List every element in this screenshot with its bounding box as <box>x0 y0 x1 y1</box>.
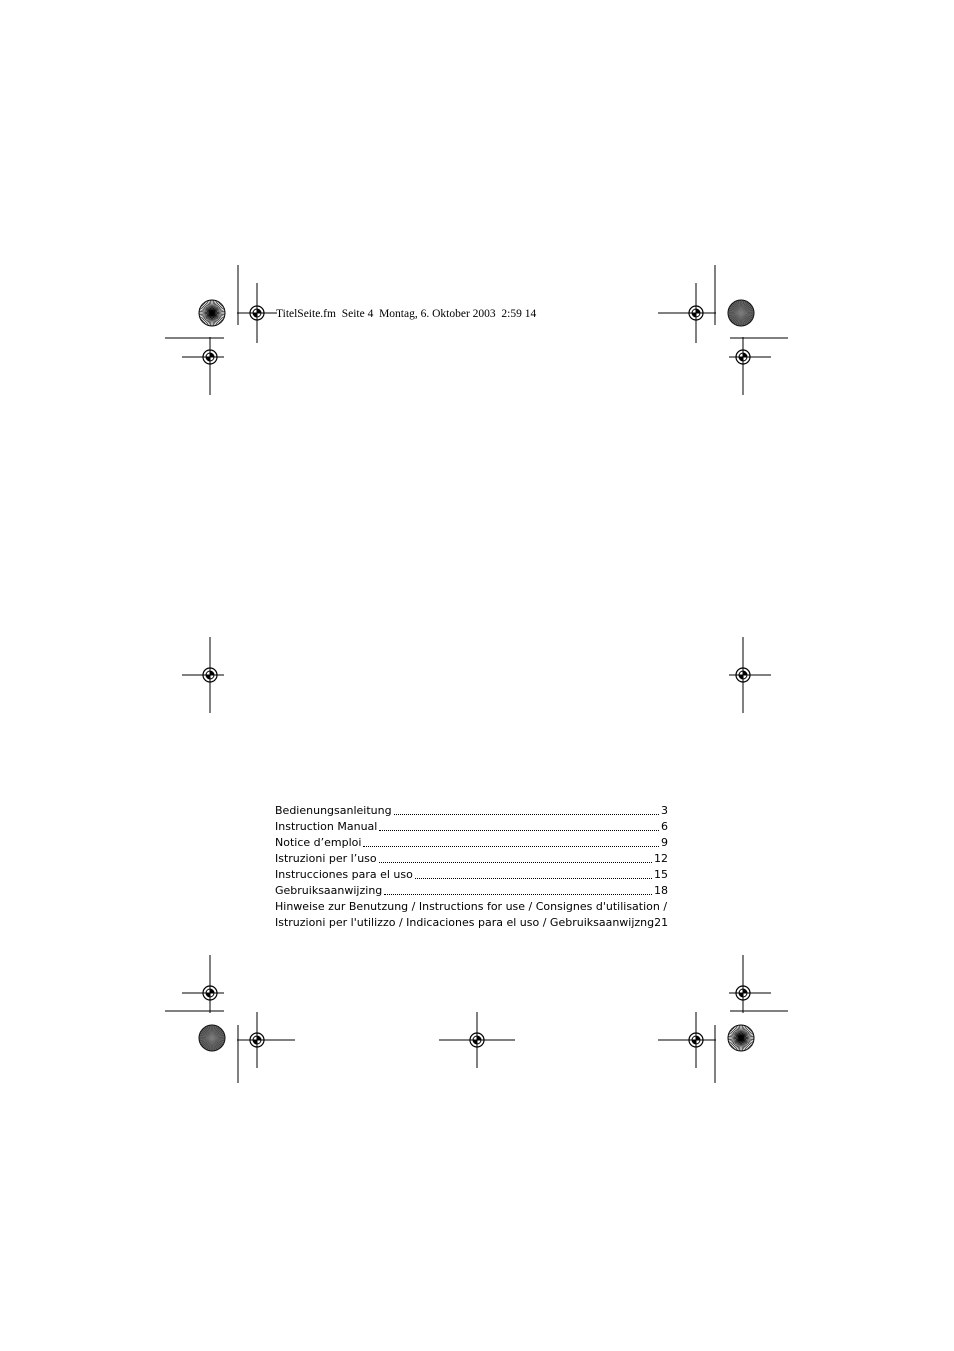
toc-leader-dots <box>379 829 659 831</box>
registration-target-icon <box>182 637 224 713</box>
toc-leader-dots <box>394 813 659 815</box>
registration-target-icon <box>237 283 277 343</box>
toc-entry-title: Instruction Manual <box>275 820 378 833</box>
toc-entry-page: 12 <box>654 852 668 865</box>
grey-registration-disc-icon <box>728 300 754 326</box>
toc-entry-page: 15 <box>654 868 668 881</box>
toc-leader-dots <box>379 861 652 863</box>
toc-entry-page: 21 <box>654 916 669 929</box>
toc-entry-multiline-first[interactable]: Hinweise zur Benutzung / Instructions for use / Consignes d'utilisation / <box>275 900 668 913</box>
grey-registration-disc-icon <box>199 1025 225 1051</box>
toc-entry[interactable] <box>275 851 668 867</box>
starburst-target-icon <box>199 300 225 326</box>
toc-entry[interactable] <box>275 883 668 899</box>
table-of-contents <box>275 803 668 931</box>
starburst-target-icon <box>728 1025 754 1051</box>
toc-leader-dots <box>384 893 652 895</box>
print-header-stamp: TitelSeite.fm Seite 4 Montag, 6. Oktober 2003 2:59 14 <box>276 308 537 320</box>
toc-entry-page: 9 <box>661 836 668 849</box>
registration-target-icon <box>729 337 771 395</box>
toc-entry[interactable] <box>275 819 668 835</box>
toc-leader-dots <box>363 845 659 847</box>
toc-entry[interactable] <box>275 835 668 851</box>
toc-entry[interactable] <box>275 803 668 819</box>
toc-entry[interactable] <box>275 867 668 883</box>
registration-target-icon <box>658 1012 716 1068</box>
toc-entry-title: Notice d’emploi <box>275 836 362 849</box>
registration-target-icon <box>182 337 224 395</box>
toc-leader-dots <box>415 877 652 879</box>
toc-entry-page: 6 <box>661 820 668 833</box>
toc-entry-title: Bedienungsanleitung <box>275 804 392 817</box>
registration-target-icon <box>658 283 716 343</box>
toc-entry-page: 18 <box>654 884 668 897</box>
toc-entry-title: Gebruiksaanwijzing <box>275 884 383 897</box>
toc-entry-multiline-last[interactable] <box>275 915 668 931</box>
registration-target-icon <box>729 955 771 1013</box>
registration-target-icon <box>237 1012 295 1068</box>
toc-entry-page: 3 <box>661 804 668 817</box>
registration-target-icon <box>729 637 771 713</box>
toc-entry-title: Istruzioni per l'utilizzo / Indicaciones para el uso / Gebruiksaanwijzng <box>275 916 655 929</box>
registration-target-icon <box>439 1012 515 1068</box>
toc-entry-title: Istruzioni per l’uso <box>275 852 377 865</box>
registration-target-icon <box>182 955 224 1013</box>
toc-entry-title: Instrucciones para el uso <box>275 868 413 881</box>
